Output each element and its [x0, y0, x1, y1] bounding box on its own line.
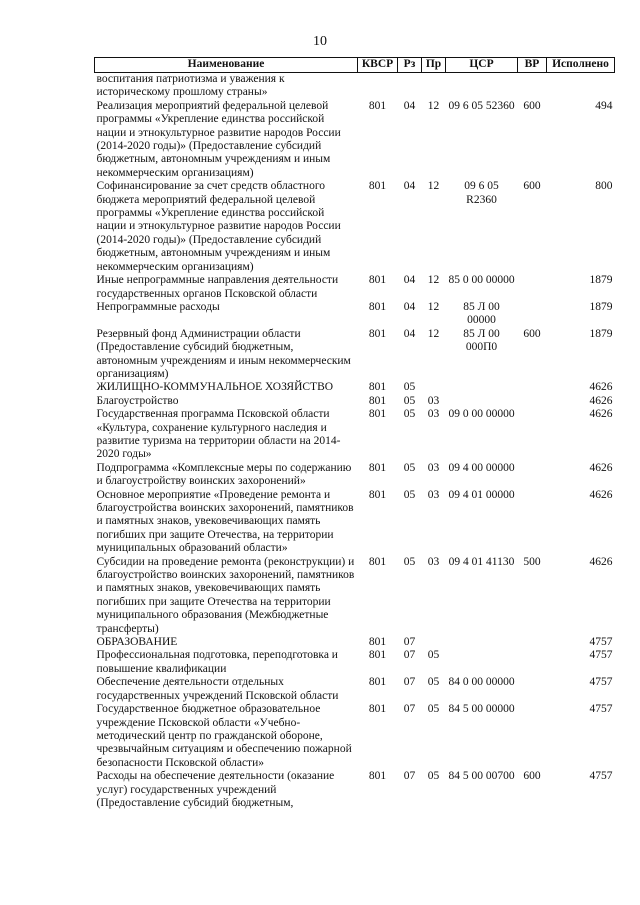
- cell-name: Иные непрограммные направления деятельности государственных органов Псковской области: [96, 274, 339, 300]
- cell-kvsr: 801: [368, 770, 387, 783]
- cell-kvsr: 801: [368, 636, 387, 649]
- table-row: [95, 462, 615, 489]
- table-row: [95, 676, 615, 703]
- cell-kvsr: 801: [368, 649, 387, 662]
- cell-done: [547, 73, 615, 100]
- cell-name: Реализация мероприятий федеральной целевой программы «Укрепление единства российской нации и этнокультурное развитие народов России (2014-2020 годы)» (Предоставление субсидий бюджетным, автономным учреждениям и иным некоммерческим организациям): [96, 99, 341, 179]
- cell-name: ЖИЛИЩНО-КОММУНАЛЬНОЕ ХОЗЯЙСТВО: [96, 381, 334, 394]
- cell-rz: [398, 73, 422, 100]
- header-csr: ЦСР: [446, 58, 518, 73]
- cell-kvsr: 801: [368, 300, 387, 313]
- cell-pr: 12: [427, 274, 440, 287]
- cell-rz: 05: [403, 488, 416, 501]
- cell-name: воспитания патриотизма и уважения к историческому прошлому страны»: [96, 73, 285, 99]
- cell-done: 4626: [589, 488, 613, 501]
- cell-kvsr: 801: [368, 99, 387, 112]
- cell-rz: 07: [403, 636, 416, 649]
- cell-done: 1879: [589, 327, 613, 340]
- cell-pr: 03: [427, 394, 440, 407]
- cell-done: 4626: [589, 381, 613, 394]
- table-row: [95, 100, 615, 180]
- table-row: [95, 770, 615, 810]
- cell-pr: [422, 73, 446, 100]
- cell-name: Профессиональная подготовка, переподготовка и повышение квалификации: [96, 649, 338, 675]
- cell-pr: 05: [427, 770, 440, 783]
- table-row: [95, 301, 615, 328]
- cell-csr: 09 6 05 52360: [448, 99, 515, 112]
- cell-pr: 12: [427, 327, 440, 340]
- cell-csr: 09 6 05 R2360: [464, 180, 499, 206]
- cell-rz: 04: [403, 99, 416, 112]
- cell-name: Обеспечение деятельности отдельных государственных учреждений Псковской области: [96, 676, 339, 702]
- table-row: [95, 636, 615, 649]
- cell-rz: 05: [403, 461, 416, 474]
- cell-done: 1879: [589, 300, 613, 313]
- table-row: [95, 328, 615, 382]
- cell-vr: [518, 274, 547, 301]
- cell-name: Подпрограмма «Комплексные меры по содержанию и благоустройству воинских захоронений»: [96, 461, 352, 488]
- cell-pr: [422, 381, 446, 394]
- table-row: [95, 381, 615, 394]
- cell-csr: 85 Л 00 000П0: [463, 327, 500, 354]
- cell-kvsr: 801: [368, 555, 387, 568]
- cell-rz: 07: [403, 703, 416, 716]
- header-done: Исполнено: [547, 58, 615, 73]
- cell-done: 4757: [589, 703, 613, 716]
- cell-csr: [446, 636, 518, 649]
- cell-pr: 12: [427, 180, 440, 193]
- table-body: [95, 73, 615, 811]
- cell-csr: 09 4 00 00000: [448, 461, 515, 474]
- budget-table: [94, 57, 615, 810]
- cell-name: Расходы на обеспечение деятельности (оказание услуг) государственных учреждений (Предоставление субсидий бюджетным,: [96, 770, 335, 809]
- cell-name: Государственное бюджетное образовательное учреждение Псковской области «Учебно-методический центр по гражданской обороне, чрезвычайным ситуациям и обеспечению пожарной безопасности Псковской области»: [96, 703, 352, 769]
- cell-csr: 09 0 00 00000: [448, 408, 515, 421]
- header-name: Наименование: [95, 58, 358, 73]
- cell-vr: [518, 649, 547, 676]
- cell-rz: 04: [403, 274, 416, 287]
- cell-vr: [518, 73, 547, 100]
- header-kvsr: КВСР: [358, 58, 398, 73]
- cell-vr: [518, 703, 547, 770]
- table-row: [95, 703, 615, 770]
- cell-done: 4757: [589, 649, 613, 662]
- cell-csr: 09 4 01 41130: [448, 555, 515, 568]
- cell-pr: 05: [427, 676, 440, 689]
- cell-done: 4757: [589, 636, 613, 649]
- cell-rz: 04: [403, 180, 416, 193]
- cell-rz: 05: [403, 381, 416, 394]
- cell-rz: 07: [403, 676, 416, 689]
- cell-kvsr: 801: [368, 180, 387, 193]
- table-row: [95, 73, 615, 100]
- cell-vr: 600: [523, 180, 541, 193]
- cell-name: Резервный фонд Администрации области (Предоставление субсидий бюджетным, автономным учреждениям и иным некоммерческим организациям): [96, 327, 351, 380]
- cell-rz: 05: [403, 555, 416, 568]
- cell-kvsr: [358, 73, 398, 100]
- cell-done: 4626: [589, 394, 613, 407]
- table-row: [95, 180, 615, 274]
- cell-vr: 600: [523, 327, 541, 340]
- cell-csr: 85 0 00 00000: [448, 274, 515, 287]
- cell-csr: 84 5 00 00700: [448, 770, 515, 783]
- cell-done: 4757: [589, 676, 613, 689]
- cell-kvsr: 801: [368, 703, 387, 716]
- cell-kvsr: 801: [368, 488, 387, 501]
- cell-vr: 600: [523, 99, 541, 112]
- cell-vr: [518, 636, 547, 649]
- table-row: [95, 395, 615, 408]
- cell-name: Непрограммные расходы: [96, 300, 220, 313]
- cell-csr: [446, 649, 518, 676]
- cell-pr: 03: [427, 461, 440, 474]
- cell-rz: 07: [403, 770, 416, 783]
- table-header-row: [95, 58, 615, 73]
- cell-kvsr: 801: [368, 381, 387, 394]
- table-row: [95, 556, 615, 636]
- cell-vr: [518, 381, 547, 394]
- cell-csr: [446, 73, 518, 100]
- cell-csr: 84 0 00 00000: [448, 676, 515, 689]
- header-vr: ВР: [518, 58, 547, 73]
- cell-vr: 500: [523, 555, 541, 568]
- cell-rz: 04: [403, 300, 416, 313]
- page-number: 10: [313, 34, 327, 49]
- cell-vr: [518, 462, 547, 489]
- cell-name: ОБРАЗОВАНИЕ: [96, 636, 178, 649]
- cell-pr: 12: [427, 99, 440, 112]
- cell-csr: 09 4 01 00000: [448, 488, 515, 501]
- cell-csr: 84 5 00 00000: [448, 703, 515, 716]
- cell-vr: [518, 489, 547, 556]
- cell-name: Государственная программа Псковской области «Культура, сохранение культурного наследия и развитие туризма на территории области на 2014-2020 годы»: [96, 408, 341, 461]
- cell-vr: [518, 676, 547, 703]
- cell-done: 4626: [589, 408, 613, 421]
- cell-csr: 85 Л 00 00000: [463, 300, 500, 327]
- cell-done: 800: [595, 180, 613, 193]
- cell-pr: 05: [427, 649, 440, 662]
- cell-done: 4626: [589, 461, 613, 474]
- cell-name: Софинансирование за счет средств областного бюджета мероприятий федеральной целевой программы «Укрепление единства российской нации и этнокультурное развитие народов России (2014-2020 годы)» (Предоставление субсидий бюджетным, автономным учреждениям и иным некоммерческим организациям): [96, 180, 341, 273]
- cell-rz: 05: [403, 394, 416, 407]
- table-row: [95, 489, 615, 556]
- cell-name: Субсидии на проведение ремонта (реконструкции) и благоустройство воинских захоронений, памятников и памятных знаков, увековечивающих память погибших при защите Отечества на территории муниципального образования (Межбюджетные трансферты): [96, 555, 355, 635]
- cell-csr: [446, 395, 518, 408]
- header-rz: Рз: [398, 58, 422, 73]
- cell-kvsr: 801: [368, 461, 387, 474]
- cell-rz: 04: [403, 327, 416, 340]
- cell-kvsr: 801: [368, 327, 387, 340]
- cell-done: 494: [595, 99, 613, 112]
- cell-pr: 12: [427, 300, 440, 313]
- cell-kvsr: 801: [368, 676, 387, 689]
- cell-kvsr: 801: [368, 408, 387, 421]
- header-pr: Пр: [422, 58, 446, 73]
- cell-done: 4626: [589, 555, 613, 568]
- table-row: [95, 274, 615, 301]
- cell-pr: 03: [427, 408, 440, 421]
- cell-pr: [422, 636, 446, 649]
- cell-name: Основное мероприятие «Проведение ремонта и благоустройства воинских захоронений, памятников и памятных знаков, увековечивающих память погибших при защите Отечества, на территории муниципальных образований области»: [96, 488, 354, 555]
- cell-name: Благоустройство: [96, 394, 179, 407]
- cell-rz: 07: [403, 649, 416, 662]
- cell-pr: 05: [427, 703, 440, 716]
- table-row: [95, 649, 615, 676]
- cell-csr: [446, 381, 518, 394]
- cell-pr: 03: [427, 488, 440, 501]
- cell-pr: 03: [427, 555, 440, 568]
- cell-vr: [518, 301, 547, 328]
- cell-done: 4757: [589, 770, 613, 783]
- cell-vr: [518, 395, 547, 408]
- table-row: [95, 408, 615, 462]
- cell-kvsr: 801: [368, 394, 387, 407]
- cell-done: 1879: [589, 274, 613, 287]
- cell-rz: 05: [403, 408, 416, 421]
- cell-vr: [518, 408, 547, 462]
- cell-vr: 600: [523, 770, 541, 783]
- cell-kvsr: 801: [368, 274, 387, 287]
